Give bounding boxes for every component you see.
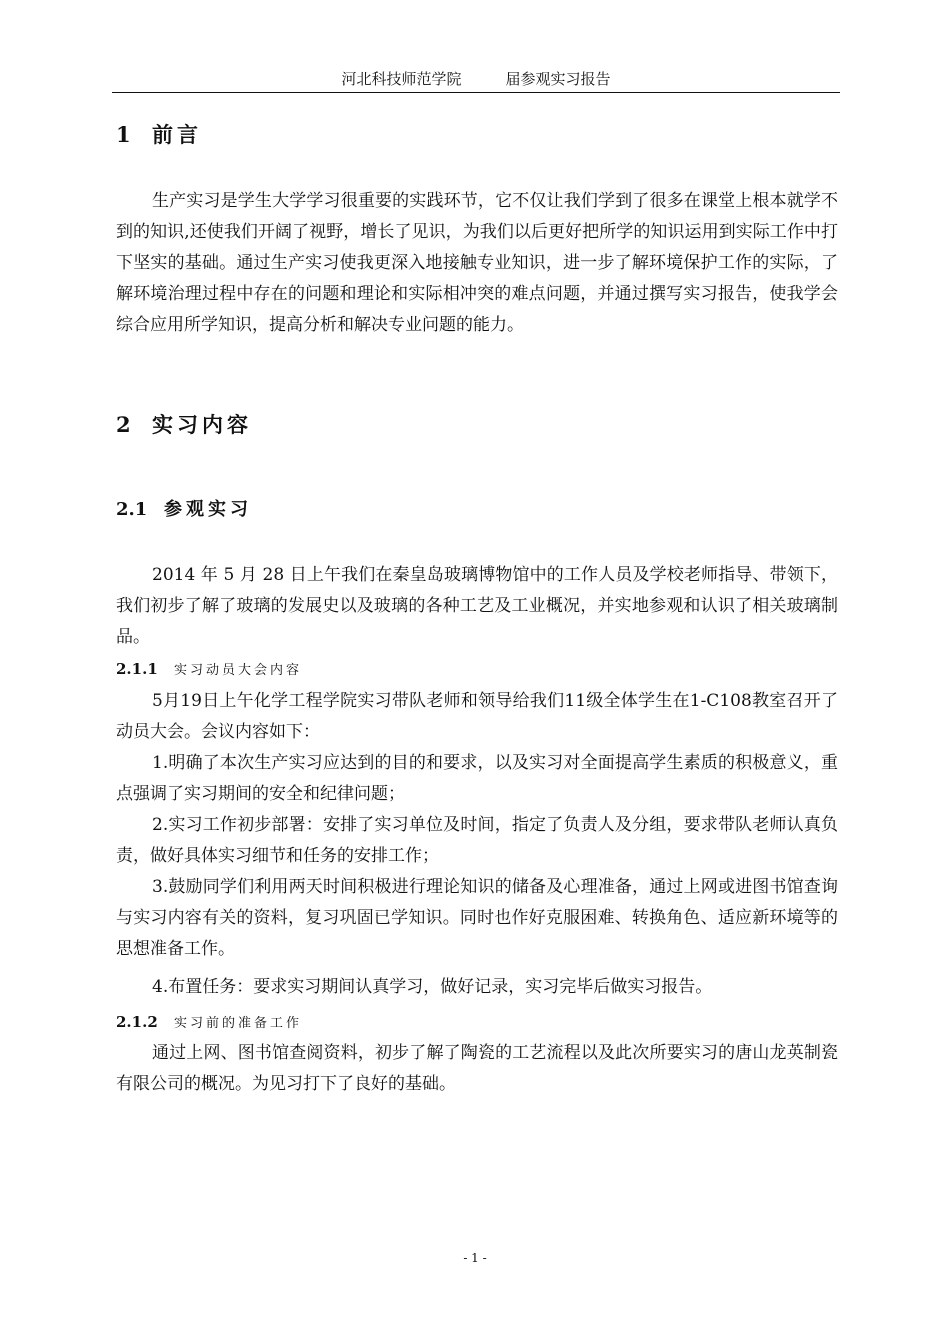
section-number: 1: [116, 122, 131, 147]
section-2-1-2-paragraph: 通过上网、图书馆查阅资料，初步了解了陶瓷的工艺流程以及此次所要实习的唐山龙英制瓷有限公司的概况。为见习打下了良好的基础。: [116, 1043, 838, 1094]
section-1-paragraph: 生产实习是学生大学学习很重要的实践环节，它不仅让我们学到了很多在课堂上根本就学不到的知识,还使我们开阔了视野，增长了见识，为我们以后更好把所学的知识运用到实际工作中打下坚实的基础。通过生产实习使我更深入地接触专业知识，进一步了解环境保护工作的实际，了解环境治理过程中存在的问题和理论和实际相冲突的难点问题，并通过撰写实习报告，使我学会综合应用所学知识，提高分析和解决专业问题的能力。: [116, 191, 838, 335]
section-title: 前言: [152, 122, 202, 147]
meeting-item-4: 4.布置任务：要求实习期间认真学习，做好记录，实习完毕后做实习报告。: [152, 977, 713, 997]
section-2-1-paragraph: 2014 年 5 月 28 日上午我们在秦皇岛玻璃博物馆中的工作人员及学校老师指导、带领下，我们初步了解了玻璃的发展史以及玻璃的各种工艺及工业概况，并实地参观和认识了相关玻璃制品。: [116, 565, 838, 647]
header-rule: [112, 92, 840, 93]
section-2-1-1-heading: [116, 658, 302, 682]
running-header: [112, 68, 840, 92]
meeting-item-3: 3.鼓励同学们利用两天时间积极进行理论知识的储备及心理准备，通过上网或进图书馆查询与实习内容有关的资料，复习巩固已学知识。同时也作好克服困难、转换角色、适应新环境等的思想准备工作。: [116, 877, 838, 959]
section-number: 2.1.1: [116, 660, 158, 678]
section-number: 2: [116, 412, 131, 437]
section-number: 2.1: [116, 499, 148, 520]
meeting-intro-paragraph: 5月19日上午化学工程学院实习带队老师和领导给我们11级全体学生在1-C108教室召开了动员大会。会议内容如下：: [116, 691, 838, 742]
page-number: - 1 -: [463, 1251, 487, 1265]
section-title: 实习内容: [152, 412, 252, 437]
section-2-1-2-heading: [116, 1011, 302, 1035]
section-title: 实习前的准备工作: [174, 1016, 303, 1031]
section-title: 参观实习: [164, 499, 252, 520]
section-1-heading: [116, 121, 202, 149]
meeting-item-1: 1.明确了本次生产实习应达到的目的和要求，以及实习对全面提高学生素质的积极意义，重点强调了实习期间的安全和纪律问题；: [116, 753, 838, 804]
meeting-item-2: 2.实习工作初步部署：安排了实习单位及时间，指定了负责人及分组，要求带队老师认真负责，做好具体实习细节和任务的安排工作；: [116, 815, 838, 866]
section-number: 2.1.2: [116, 1013, 158, 1031]
header-school: 河北科技师范学院: [341, 70, 462, 88]
section-title: 实习动员大会内容: [174, 663, 303, 678]
section-2-1-heading: [116, 497, 252, 523]
header-report-title: 届参观实习报告: [505, 70, 611, 88]
section-2-heading: [116, 411, 252, 439]
